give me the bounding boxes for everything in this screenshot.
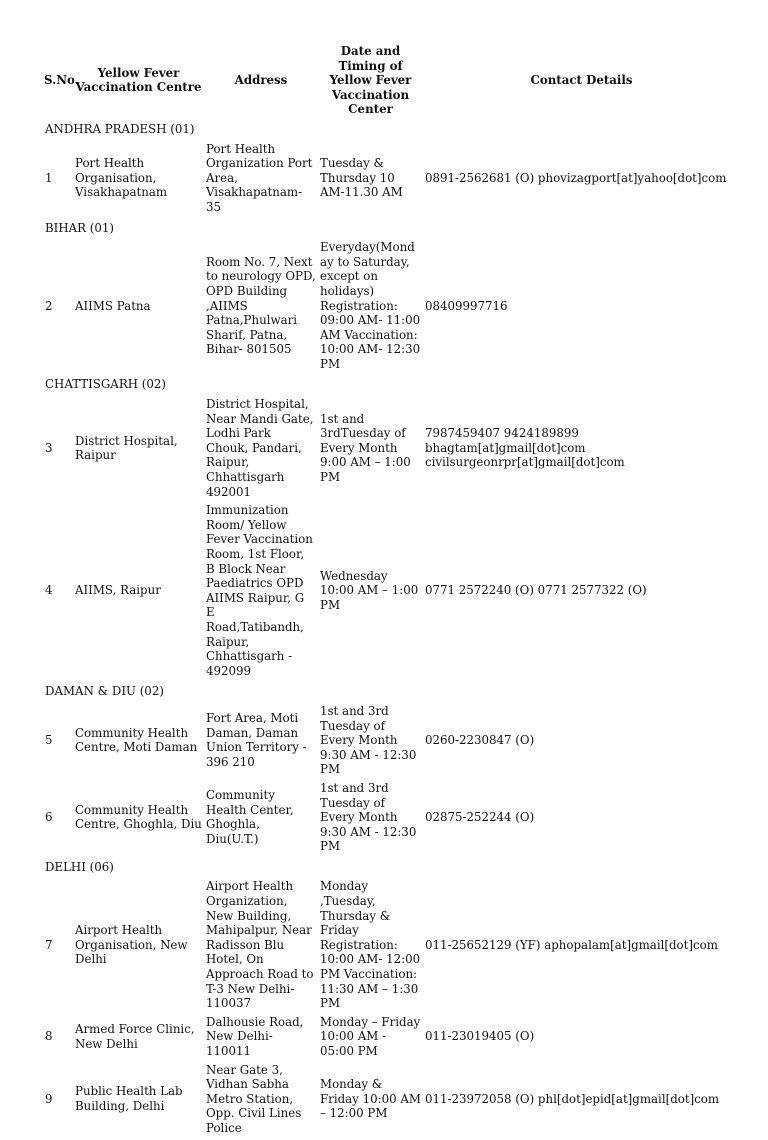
cell-contact: 011-23019405 (O) [425, 1029, 535, 1044]
cell-address: Near Gate 3, Vidhan Sabha Metro Station, Opp. Civil Lines Police [206, 1062, 302, 1135]
header-contact: Contact Details [530, 73, 633, 88]
cell-sno: 1 [45, 170, 53, 185]
cell-contact: 0891-2562681 (O) phovizagport[at]yahoo[dot]com [425, 170, 727, 185]
cell-sno: 8 [45, 1029, 53, 1044]
state-label: ANDHRA PRADESH (01) [45, 121, 195, 136]
cell-centre: AIIMS, Raipur [75, 583, 161, 598]
cell-contact: 0260-2230847 (O) [425, 733, 535, 748]
table-header-row [40, 42, 740, 120]
cell-address: Dalhousie Road, New Delhi-110011 [206, 1014, 304, 1058]
table-row [40, 1015, 740, 1063]
table-row [40, 503, 740, 682]
state-label: BIHAR (01) [45, 220, 114, 235]
table-row [40, 142, 740, 219]
cell-centre: Armed Force Clinic, New Delhi [75, 1022, 195, 1051]
cell-contact: 08409997716 [425, 298, 508, 313]
cell-timing: Tuesday & Thursday 10 AM-11.30 AM [320, 156, 403, 200]
vaccination-centre-table [40, 42, 740, 1140]
cell-timing: 1st and 3rd Tuesday of Every Month 9:30 AM - 12:30 PM [320, 703, 417, 777]
cell-centre: Port Health Organisation, Visakhapatnam [75, 156, 168, 200]
state-row [40, 219, 740, 241]
cell-contact: 7987459407 9424189899 bhagtam[at]gmail[dot]com civilsurgeonrpr[at]gmail[dot]com [425, 426, 625, 470]
cell-sno: 9 [45, 1091, 53, 1106]
cell-centre: Airport Health Organisation, New Delhi [75, 923, 188, 967]
cell-contact: 0771 2572240 (O) 0771 2577322 (O) [425, 583, 647, 598]
state-row [40, 375, 740, 397]
table-row [40, 397, 740, 503]
cell-address: Community Health Center, Ghoghla, Diu(U.T.) [206, 788, 294, 846]
state-label: DAMAN & DIU (02) [45, 684, 164, 699]
cell-timing: Monday & Friday 10:00 AM – 12:00 PM [320, 1077, 421, 1121]
cell-address: Port Health Organization Port Area, Visakhapatnam-35 [206, 141, 313, 214]
cell-contact: 011-23972058 (O) phl[dot]epid[at]gmail[dot]com [425, 1091, 720, 1106]
cell-centre: Community Health Centre, Moti Daman [75, 725, 198, 755]
state-row [40, 120, 740, 142]
state-row [40, 682, 740, 704]
state-label: CHATTISGARH (02) [45, 377, 166, 392]
cell-sno: 7 [45, 937, 53, 952]
cell-address: Immunization Room/ Yellow Fever Vaccination Room, 1st Floor, B Block Near Paediatrics OPD AIIMS Raipur, G E Road,Tatibandh, Raipur, Chhattisgarh - 492099 [206, 503, 313, 678]
table-row [40, 879, 740, 1014]
header-address: Address [234, 73, 288, 88]
cell-sno: 6 [45, 810, 53, 825]
cell-sno: 2 [45, 298, 53, 313]
cell-address: Airport Health Organization, New Building, Mahipalpur, Near Radisson Blu Hotel, On Approach Road to T-3 New Delhi-110037 [206, 879, 314, 1011]
cell-centre: Community Health Centre, Ghoghla, Diu [75, 802, 202, 832]
cell-timing: 1st and 3rd Tuesday of Every Month 9:30 AM - 12:30 PM [320, 780, 417, 854]
header-sno: S.No. [44, 73, 79, 88]
cell-sno: 4 [45, 583, 53, 598]
table-row [40, 1063, 740, 1140]
cell-address: Room No. 7, Next to neurology OPD, OPD Building ,AIIMS Patna,Phulwari Sharif, Patna, Bihar- 801505 [206, 254, 316, 357]
state-label: DELHI (06) [45, 859, 114, 874]
cell-timing: Wednesday 10:00 AM – 1:00 PM [320, 568, 419, 613]
cell-sno: 5 [45, 733, 53, 748]
cell-centre: District Hospital, Raipur [75, 433, 178, 463]
cell-timing: Everyday(Monday to Saturday, except on holidays) Registration: 09:00 AM- 11:00 AM Vaccination: 10:00 AM- 12:30 PM [320, 240, 421, 371]
cell-timing: Monday ,Tuesday, Thursday & Friday Registration: 10:00 AM- 12:00 PM Vaccination: 11:30 AM – 1:30 PM [320, 879, 421, 1011]
cell-timing: Monday – Friday 10:00 AM - 05:00 PM [320, 1014, 421, 1058]
table-row [40, 240, 740, 375]
cell-centre: AIIMS Patna [75, 298, 151, 313]
header-timing: Date and Timing of Yellow Fever Vaccination Center [329, 44, 412, 117]
header-centre: Yellow Fever Vaccination Centre [75, 65, 202, 95]
table-row [40, 704, 740, 781]
state-row [40, 858, 740, 880]
cell-sno: 3 [45, 440, 53, 455]
cell-timing: 1st and 3rdTuesday of Every Month 9:00 AM – 1:00 PM [320, 411, 411, 485]
cell-contact: 011-25652129 (YF) aphopalam[at]gmail[dot]com [425, 937, 718, 952]
table-row [40, 781, 740, 858]
cell-address: Fort Area, Moti Daman, Daman Union Territory - 396 210 [206, 711, 307, 770]
cell-contact: 02875-252244 (O) [425, 810, 535, 825]
cell-address: District Hospital, Near Mandi Gate, Lodhi Park Chouk, Pandari, Raipur, Chhattisgarh 492001 [206, 397, 314, 499]
cell-centre: Public Health Lab Building, Delhi [75, 1084, 183, 1114]
